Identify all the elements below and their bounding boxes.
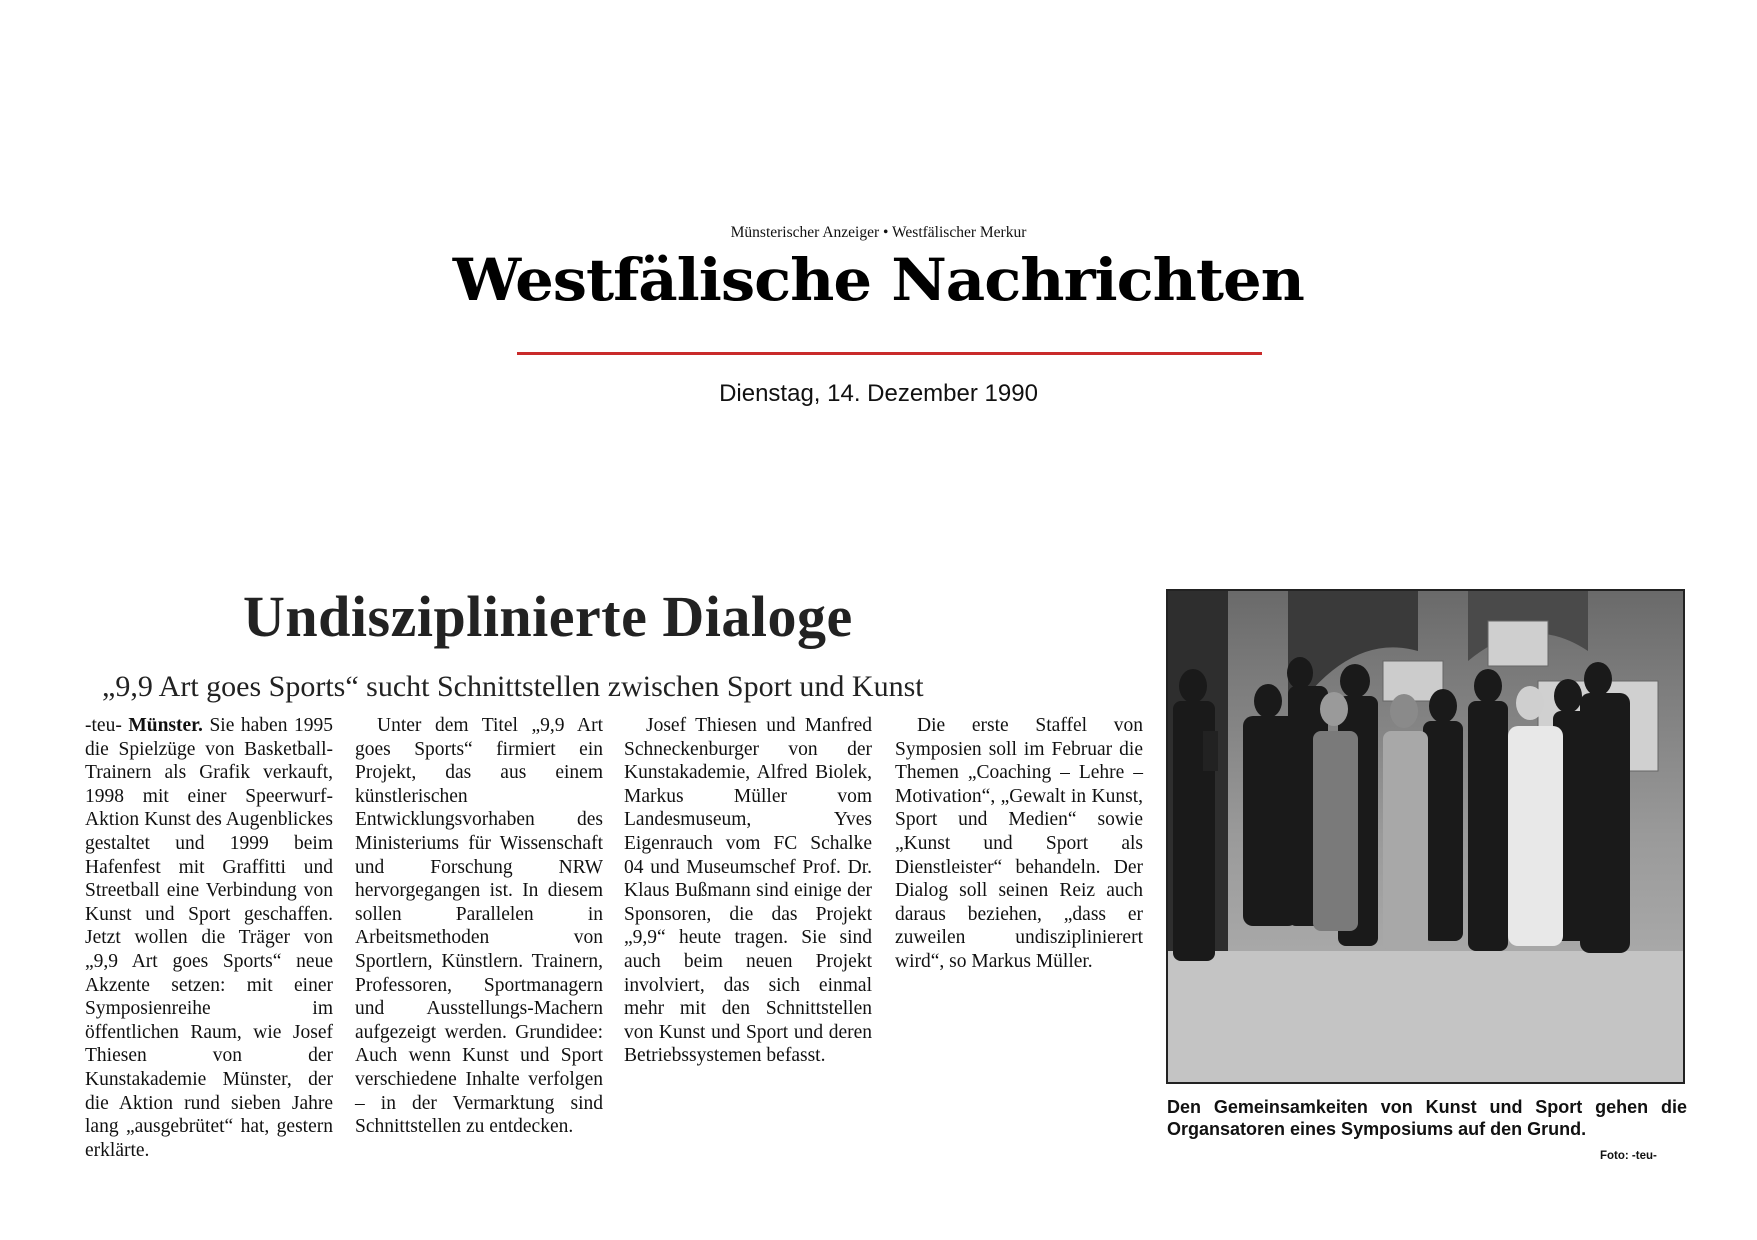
- photo-caption: Den Gemeinsamkeiten von Kunst und Sport gehen die Organsatoren eines Symposiums auf den Grund.: [1167, 1097, 1687, 1139]
- article-paragraph-4: Die erste Staffel von Symposien soll im Februar die Themen „Coaching – Lehre – Motivation“, „Gewalt in Kunst, Sport und Medien“ sowie „Kunst und Sport als Dienstleister“ behandeln. Der Dialog soll seinen Reiz auch daraus beziehen, „dass er zuweilen undisziplinierert wird“, so Markus Müller.: [895, 715, 1143, 972]
- article-deck: „9,9 Art goes Sports“ sucht Schnittstellen zwischen Sport und Kunst: [102, 670, 924, 703]
- photo-credit: Foto: -teu-: [1600, 1150, 1657, 1162]
- article-column-2: [355, 714, 603, 1139]
- article-paragraph-1: [85, 714, 333, 1162]
- group-photo-image: [1168, 591, 1683, 1082]
- issue-date: Dienstag, 14. Dezember 1990: [719, 380, 1038, 407]
- masthead-divider: [517, 352, 1262, 355]
- masthead: [0, 224, 1757, 312]
- article-column-1: [85, 714, 333, 1162]
- article-paragraph-2: Unter dem Titel „9,9 Art goes Sports“ firmiert ein Projekt, das aus einem künstlerischen Entwicklungsvorhaben des Ministeriums für Wissenschaft und Forschung NRW hervorgegangen ist. In diesem sollen Parallelen in Arbeitsmethoden von Sportlern, Künstlern. Trainern, Professoren, Sportmanagern und Ausstellungs-Machern aufgezeigt werden. Grundidee: Auch wenn Kunst und Sport verschiedene Inhalte verfolgen – in der Vermarktung sind Schnittstellen zu entdecken.: [355, 715, 603, 1138]
- article-headline: Undisziplinierte Dialoge: [243, 584, 853, 649]
- newspaper-title: Westfälische Nachrichten: [452, 246, 1305, 314]
- masthead-subtitle: Münsterischer Anzeiger • Westfälischer Merkur: [730, 224, 1027, 241]
- dateline-city: Münster.: [128, 715, 203, 736]
- paragraph-1-text: Sie haben 1995 die Spielzüge von Basketball-Trainern als Grafik verkauft, 1998 mit einer Speerwurf-Aktion Kunst des Augenblickes gestaltet und 1999 beim Hafenfest mit Graffitti und Streetball eine Verbindung von Kunst und Sport geschaffen. Jetzt wollen die Träger von „9,9 Art goes Sports“ neue Akzente setzen: mit einer Symposienreihe im öffentlichen Raum, wie Josef Thiesen von der Kunstakademie Münster, der die Aktion rund sieben Jahre lang „ausgebrütet“ hat, gestern erklärte.: [85, 715, 333, 1161]
- group-photo: [1166, 589, 1685, 1084]
- article-column-3: [624, 714, 872, 1068]
- article-column-4: [895, 714, 1143, 974]
- dateline-prefix: -teu-: [85, 715, 129, 736]
- article-paragraph-3: Josef Thiesen und Manfred Schneckenburger von der Kunstakademie, Alfred Biolek, Markus Müller vom Landesmuseum, Yves Eigenrauch vom FC Schalke 04 und Museumschef Prof. Dr. Klaus Bußmann sind einige der Sponsoren, die das Projekt „9,9“ heute tragen. Sie sind auch beim neuen Projekt involviert, das sich einmal mehr mit den Schnittstellen von Kunst und Sport und deren Betriebssystemen befasst.: [624, 715, 872, 1067]
